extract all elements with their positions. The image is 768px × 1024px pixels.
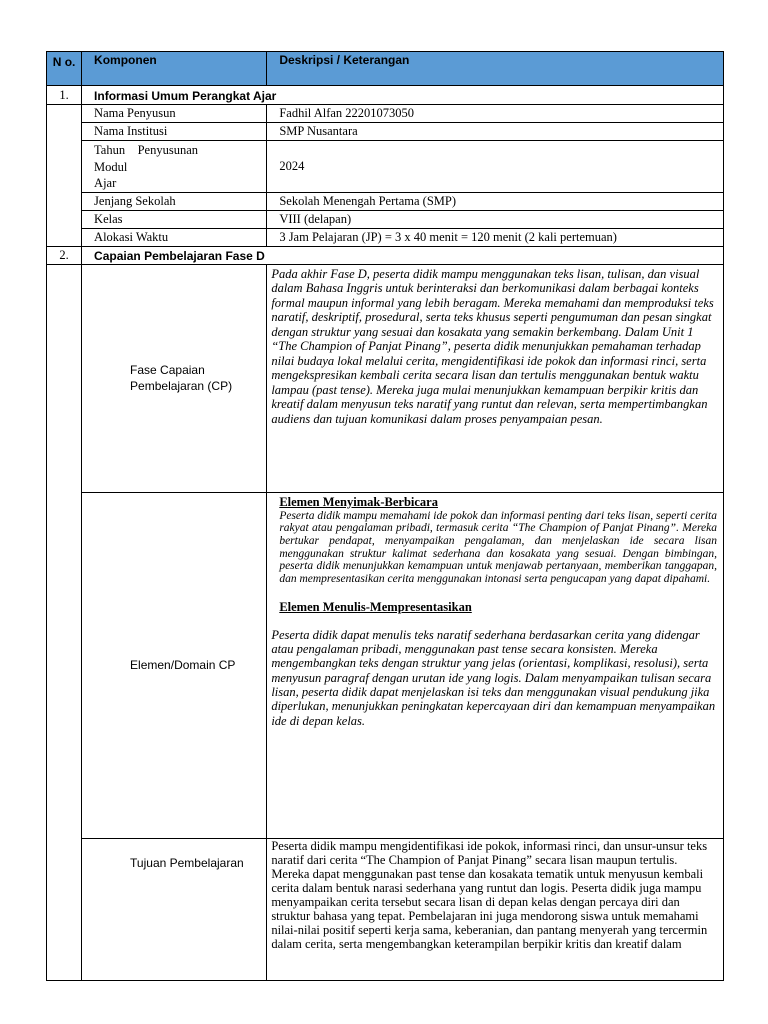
empty-number-cell xyxy=(47,264,82,980)
section-title: Capaian Pembelajaran Fase D xyxy=(82,246,724,264)
elemen-body-menyimak: Peserta didik mampu memahami ide pokok dan informasi penting dari teks lisan, seperti cerita rakyat atau pengalaman pribadi, termasuk cerita “The Champion of Panjat Pinang”. Mereka bertukar pendapat, menyampaikan pengalaman, dan menjelaskan ide secara lisan menggunakan struktur kalimat sederhana dan kosakata yang sesuai. Dengan bimbingan, peserta didik menunjukkan kemampuan untuk menjawab pertanyaan, memberikan tanggapan, dan mempresentasikan cerita menggunakan intonasi serta pengucapan yang dapat dipahami. xyxy=(279,509,717,586)
row-value: Sekolah Menengah Pertama (SMP) xyxy=(267,192,724,210)
tujuan-label: Tujuan Pembelajaran xyxy=(82,838,267,980)
elemen-label: Elemen/Domain CP xyxy=(82,492,267,838)
tujuan-text: Peserta didik mampu mengidentifikasi ide pokok, informasi rinci, dan unsur-unsur teks naratif dari cerita “The Champion of Panjat Pinang” secara lisan maupun tertulis. Mereka dapat menggunakan past tense dan kosakata tematik untuk menyusun kembali cerita dalam bentuk narasi sederhana yang runtut dan logis. Peserta didik juga mampu menyampaikan cerita tersebut secara lisan di depan kelas dengan percaya diri dan struktur bahasa yang tepat. Pembelajaran ini juga mendorong siswa untuk memahami nilai-nilai positif seperti kerja sama, keberanian, dan pantang menyerah yang tercermin dalam cerita, serta mengembangkan keterampilan berpikir kritis dan kreatif dalam xyxy=(267,838,724,980)
label-line: Tahun Penyusunan xyxy=(94,143,199,157)
elemen-body-menulis: Peserta didik dapat menulis teks naratif sederhana berdasarkan cerita yang didengar atau pengalaman pribadi, menggunakan past tense secara konsisten. Mereka mengembangkan teks dengan struktur yang jelas (orientasi, komplikasi, resolusi), serta menyusun paragraf dengan urutan ide yang logis. Dalam menyampaikan tulisan secara lisan, peserta didik dapat menjelaskan isi teks dan menggunakan visual pendukung jika diperlukan, menunjukkan peningkatan kepercayaan diri dan kemampuan menyampaikan ide di depan kelas. xyxy=(271,627,716,728)
elemen-title-menulis: Elemen Menulis-Mempresentasikan xyxy=(279,599,472,614)
fase-cp-text: Pada akhir Fase D, peserta didik mampu menggunakan teks lisan, tulisan, dan visual dalam Bahasa Inggris untuk berinteraksi dan berkomunikasi dalam berbagai konteks formal maupun informal yang lebih beragam. Mereka memahami dan memproduksi teks naratif, deskriptif, prosedural, serta teks khusus seperti pengumuman dan pesan singkat dengan struktur yang sesuai dan kosakata yang semakin berkembang. Dalam Unit 1 “The Champion of Panjat Pinang”, peserta didik menunjukkan pemahaman terhadap nilai budaya lokal melalui cerita, mengidentifikasi ide pokok dan informasi rinci, serta mengekspresikan kembali cerita secara lisan dan tertulis menggunakan bentuk waktu lampau (past tense). Mereka juga mulai menunjukkan kemampuan berpikir kritis dan kreatif dalam menyusun teks naratif yang runtut dan relevan, serta mempertimbangkan audiens dan tujuan komunikasi dalam proses penyampaian pesan. xyxy=(267,264,724,492)
section-number: 2. xyxy=(47,246,82,264)
section-number: 1. xyxy=(47,86,82,105)
header-no xyxy=(47,52,82,86)
row-value: SMP Nusantara xyxy=(267,123,724,141)
elemen-cell xyxy=(267,492,724,838)
label-line: Fase Capaian xyxy=(130,363,205,377)
row-label xyxy=(82,141,267,193)
table-row xyxy=(47,192,724,210)
table-row xyxy=(47,105,724,123)
empty-number-cell xyxy=(47,105,82,247)
row-label: Alokasi Waktu xyxy=(82,228,267,246)
row-label: Nama Institusi xyxy=(82,123,267,141)
elemen-title-menyimak: Elemen Menyimak-Berbicara xyxy=(279,494,438,509)
table-row xyxy=(47,838,724,980)
row-value: Fadhil Alfan 22201073050 xyxy=(267,105,724,123)
label-line: Pembelajaran (CP) xyxy=(130,379,233,393)
row-label: Jenjang Sekolah xyxy=(82,192,267,210)
table-header-row xyxy=(47,52,724,86)
lesson-plan-table xyxy=(46,51,724,981)
table-row xyxy=(47,123,724,141)
table-row xyxy=(47,492,724,838)
header-deskripsi: Deskripsi / Keterangan xyxy=(267,52,724,86)
header-komponen: Komponen xyxy=(82,52,267,86)
row-value: VIII (delapan) xyxy=(267,210,724,228)
section-row xyxy=(47,86,724,105)
row-value: 2024 xyxy=(267,141,724,193)
header-no-text: N o. xyxy=(52,55,76,69)
label-line: Ajar xyxy=(94,176,117,190)
label-line: Modul xyxy=(94,159,128,174)
row-label: Nama Penyusun xyxy=(82,105,267,123)
table-row xyxy=(47,141,724,193)
table-row xyxy=(47,264,724,492)
row-label: Kelas xyxy=(82,210,267,228)
section-row xyxy=(47,246,724,264)
row-value: 3 Jam Pelajaran (JP) = 3 x 40 menit = 120 menit (2 kali pertemuan) xyxy=(267,228,724,246)
table-row xyxy=(47,210,724,228)
section-title: Informasi Umum Perangkat Ajar xyxy=(82,86,724,105)
fase-cp-label xyxy=(82,264,267,492)
table-row xyxy=(47,228,724,246)
